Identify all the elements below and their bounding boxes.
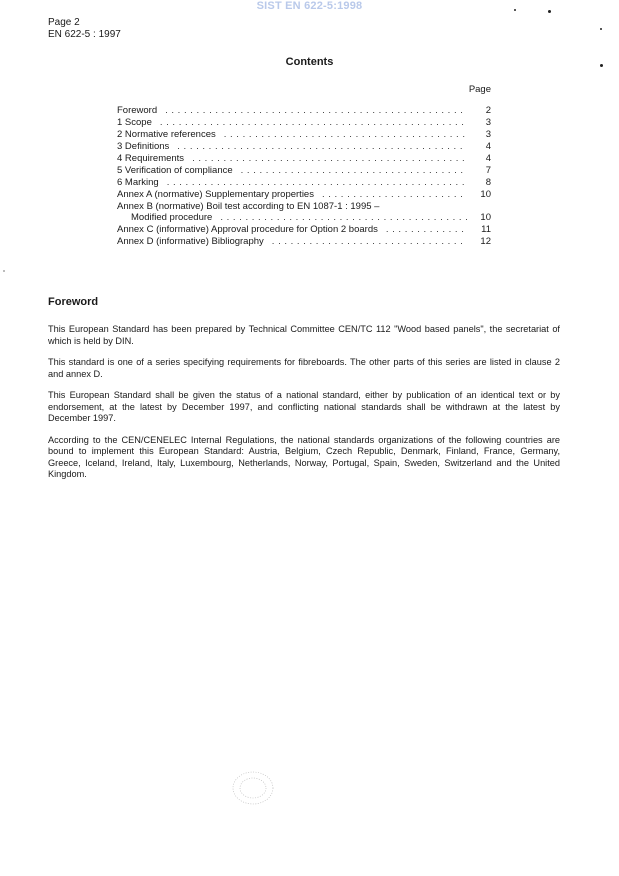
dot-leader: [192, 153, 467, 165]
scan-speck: [548, 10, 551, 13]
foreword-paragraph: This standard is one of a series specifying requirements for fibreboards. The other parts of this series are listed in clause 2 and annex D.: [48, 357, 560, 379]
toc-entry-page: 3: [485, 117, 491, 128]
toc-entry-page: 4: [485, 153, 491, 164]
toc-entry-page: 4: [485, 141, 491, 152]
standard-reference: EN 622-5 : 1997: [48, 29, 121, 40]
dot-leader: [220, 212, 467, 224]
dot-leader: [241, 165, 467, 177]
dot-leader: [386, 224, 467, 236]
toc-entry-page: 3: [485, 129, 491, 140]
toc-entry-annex-b[interactable]: [117, 201, 491, 212]
toc-entry-page: 11: [481, 224, 491, 235]
toc-entry-verification[interactable]: [117, 165, 491, 177]
toc-entry-annex-c[interactable]: [117, 224, 491, 236]
toc-entry-label: Annex A (normative) Supplementary properties: [117, 189, 314, 200]
toc-entry-page: 2: [485, 105, 491, 116]
dot-leader: [322, 189, 467, 201]
page-header: [48, 17, 121, 41]
toc-entry-label: Foreword: [117, 105, 158, 116]
page-number: Page 2: [48, 17, 80, 28]
page-column-label: Page: [468, 84, 491, 95]
scan-speck: [3, 270, 5, 272]
watermark: SIST EN 622-5:1998: [256, 0, 363, 12]
toc-entry-label: 1 Scope: [117, 117, 152, 128]
foreword-body: [48, 324, 560, 491]
dot-leader: [167, 177, 467, 189]
foreword-paragraph: This European Standard shall be given the status of a national standard, either by publication of an identical text or by endorsement, at the latest by December 1997, and conflicting national standards shall be withdrawn at the latest by December 1997.: [48, 390, 560, 423]
toc-entry-label: 3 Definitions: [117, 141, 170, 152]
toc-entry-requirements[interactable]: [117, 153, 491, 165]
toc-entry-label: Annex D (informative) Bibliography: [117, 236, 264, 247]
toc-entry-annex-d[interactable]: [117, 236, 491, 248]
toc-entry-label: Modified procedure: [131, 212, 213, 223]
scan-speck: [514, 9, 516, 11]
toc-entry-page: 10: [480, 189, 491, 200]
scan-speck: [600, 28, 602, 30]
toc-entry-page: 8: [485, 177, 491, 188]
toc-entry-marking[interactable]: [117, 177, 491, 189]
foreword-heading: Foreword: [48, 296, 99, 308]
dot-leader: [160, 117, 467, 129]
toc-entry-label: Annex B (normative) Boil test according to EN 1087-1 : 1995 –: [117, 201, 380, 212]
dot-leader: [272, 236, 467, 248]
toc-entry-annex-b-continued[interactable]: [117, 212, 491, 224]
toc-entry-definitions[interactable]: [117, 141, 491, 153]
contents-title: Contents: [285, 56, 334, 68]
toc-entry-annex-a[interactable]: [117, 189, 491, 201]
toc-entry-foreword[interactable]: [117, 105, 491, 117]
dot-leader: [224, 129, 467, 141]
toc-entry-page: 7: [485, 165, 491, 176]
toc-entry-label: 2 Normative references: [117, 129, 216, 140]
foreword-paragraph: According to the CEN/CENELEC Internal Regulations, the national standards organizations of the following countries are bound to implement this European Standard: Austria, Belgium, Czech Republic, Denmark, Finland, France, Germany, Greece, Iceland, Ireland, Italy, Luxembourg, Netherlands, Norway, Portugal, Spain, Sweden, Switzerland and the United Kingdom.: [48, 434, 560, 479]
toc-entry-normative-references[interactable]: [117, 129, 491, 141]
toc-entry-label: Annex C (informative) Approval procedure for Option 2 boards: [117, 224, 378, 235]
toc-entry-scope[interactable]: [117, 117, 491, 129]
foreword-paragraph: This European Standard has been prepared by Technical Committee CEN/TC 112 "Wood based panels", the secretariat of which is held by DIN.: [48, 324, 560, 346]
toc-entry-label: 6 Marking: [117, 177, 159, 188]
toc-entry-label: 4 Requirements: [117, 153, 185, 164]
toc-entry-page: 12: [480, 236, 491, 247]
faint-stamp-icon: [230, 768, 276, 808]
table-of-contents: [117, 105, 491, 248]
scan-speck: [600, 64, 603, 67]
toc-entry-label: 5 Verification of compliance: [117, 165, 233, 176]
dot-leader: [177, 141, 467, 153]
dot-leader: [165, 105, 467, 117]
toc-entry-page: 10: [480, 212, 491, 223]
